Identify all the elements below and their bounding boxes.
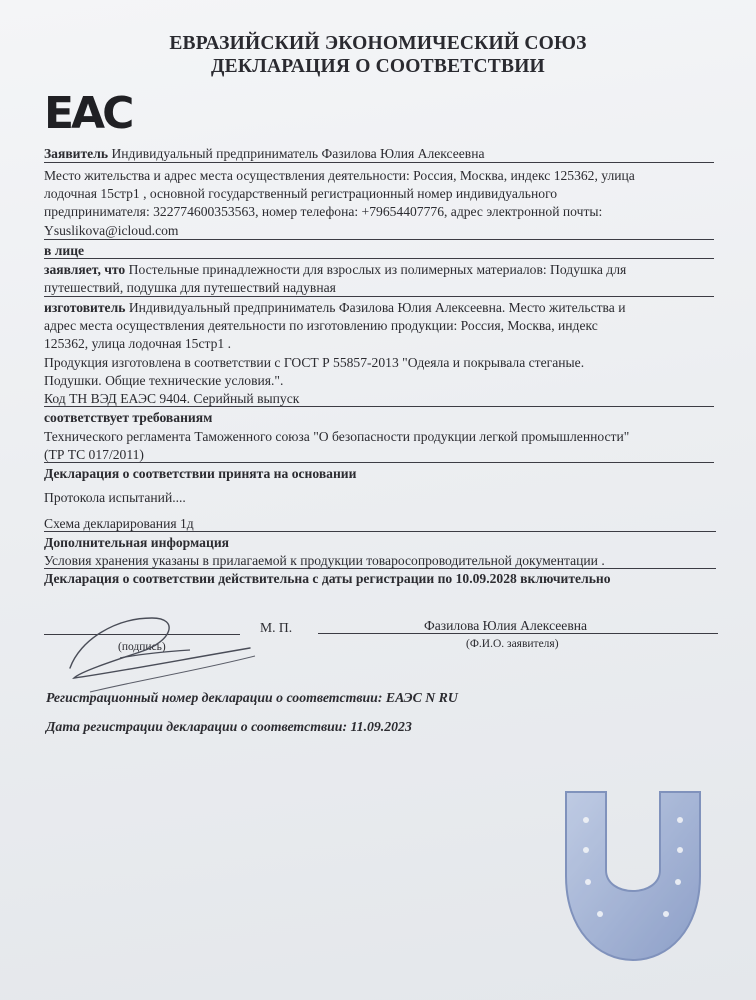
signer-caption: (Ф.И.О. заявителя) xyxy=(466,638,559,650)
signer-name: Фазилова Юлия Алексеевна xyxy=(424,618,588,633)
manufacturer-text: адрес места осуществления деятельности по изготовлению продукции: Россия, Москва, индекс xyxy=(44,318,598,333)
handwritten-signature-icon xyxy=(60,600,270,700)
signature-caption: (подпись) xyxy=(118,641,166,653)
requirements-text: (ТР ТС 017/2011) xyxy=(44,447,144,462)
applicant-label: Заявитель xyxy=(44,146,109,161)
registration-date: Дата регистрации декларации о соответствии: 11.09.2023 xyxy=(46,719,412,734)
applicant-address-line: лодочная 15стр1 , основной государственный регистрационный номер индивидуального xyxy=(44,186,558,201)
manufacturer-text: 125362, улица лодочная 15стр1 . xyxy=(44,336,232,351)
signer-line xyxy=(318,633,718,634)
horseshoe-watermark-icon xyxy=(548,780,718,970)
manufacturer-row xyxy=(44,299,626,316)
rule xyxy=(44,258,714,259)
rule xyxy=(44,296,714,297)
rule xyxy=(44,568,716,569)
declares-label: заявляет, что xyxy=(44,262,126,277)
rule xyxy=(44,239,714,240)
standard-text: Продукция изготовлена в соответствии с ГОСТ Р 55857-2013 "Одеяла и покрывала стеганые. xyxy=(44,355,585,370)
eac-logo: EAC xyxy=(44,88,132,139)
basis-label: Декларация о соответствии принята на основании xyxy=(44,466,357,481)
declares-text: Постельные принадлежности для взрослых из полимерных материалов: Подушка для xyxy=(128,262,627,277)
declares-text: путешествий, подушка для путешествий надувная xyxy=(44,280,336,295)
validity-text: Декларация о соответствии действительна с даты регистрации по 10.09.2028 включительно xyxy=(44,571,611,586)
tn-ved-code: Код ТН ВЭД ЕАЭС 9404. Серийный выпуск xyxy=(44,391,300,406)
rule xyxy=(44,162,714,163)
rule xyxy=(44,406,714,407)
requirements-text: Технического регламента Таможенного союза "О безопасности продукции легкой промышленности" xyxy=(44,429,630,444)
additional-text: Условия хранения указаны в прилагаемой к продукции товаросопроводительной документации . xyxy=(44,553,605,568)
additional-label: Дополнительная информация xyxy=(44,535,230,550)
applicant-address-line: предпринимателя: 322774600353563, номер телефона: +79654407776, адрес электронной почты: xyxy=(44,204,603,219)
applicant-row xyxy=(44,145,485,162)
applicant-name: Индивидуальный предприниматель Фазилова Юлия Алексеевна xyxy=(111,146,485,161)
requirements-label: соответствует требованиям xyxy=(44,410,213,425)
applicant-email: Ysuslikova@icloud.com xyxy=(44,223,179,238)
applicant-address-line: Место жительства и адрес места осуществления деятельности: Россия, Москва, индекс 125362, улица xyxy=(44,168,635,183)
document-union-title: ЕВРАЗИЙСКИЙ ЭКОНОМИЧЕСКИЙ СОЮЗ xyxy=(169,33,587,54)
standard-text: Подушки. Общие технические условия.". xyxy=(44,373,284,388)
manufacturer-label: изготовитель xyxy=(44,300,126,315)
in-person-label: в лице xyxy=(44,243,85,258)
basis-protocol: Протокола испытаний.... xyxy=(44,490,186,505)
rule xyxy=(44,462,714,463)
manufacturer-text: Индивидуальный предприниматель Фазилова Юлия Алексеевна. Место жительства и xyxy=(128,300,626,315)
declares-row xyxy=(44,261,626,278)
document-title: ДЕКЛАРАЦИЯ О СООТВЕТСТВИИ xyxy=(211,56,545,77)
stamp-label: М. П. xyxy=(260,620,293,635)
rule xyxy=(44,531,716,532)
registration-number: Регистрационный номер декларации о соответствии: ЕАЭС N RU xyxy=(46,690,458,705)
basis-scheme: Схема декларирования 1д xyxy=(44,516,194,531)
